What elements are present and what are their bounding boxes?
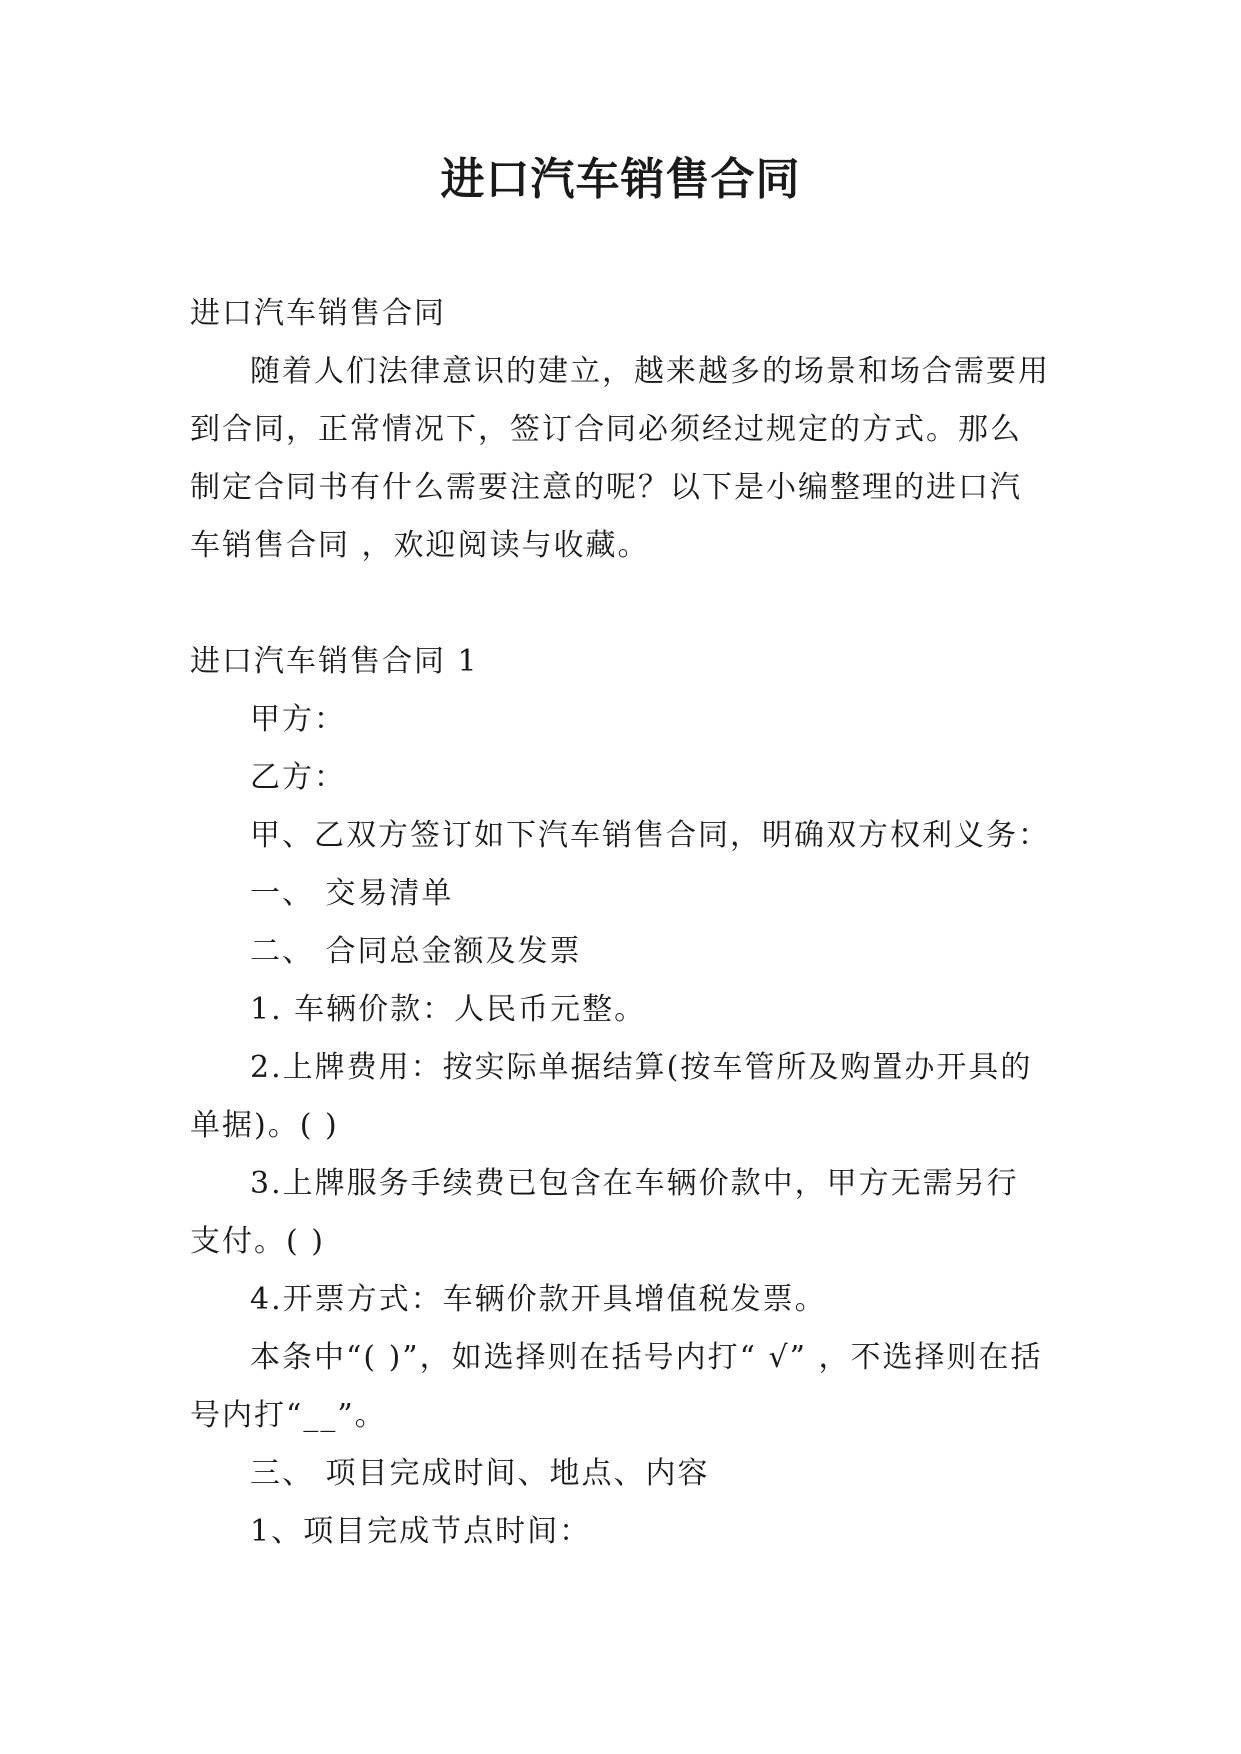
- clause-item: 2.上牌费用：按实际单据结算(按车管所及购置办开具的单据)。( ): [190, 1050, 1033, 1143]
- party-b-line: 乙方：: [250, 760, 346, 795]
- section-heading-3: 三、 项目完成时间、地点、内容: [250, 1456, 710, 1491]
- clause-item: 3.上牌服务手续费已包含在车辆价款中，甲方无需另行支付。( ): [190, 1166, 1019, 1259]
- clause-item: 1、项目完成节点时间：: [250, 1514, 592, 1549]
- agreement-statement: 甲、乙双方签订如下汽车销售合同，明确双方权利义务：: [250, 818, 1050, 853]
- contract-heading: 进口汽车销售合同 1: [190, 644, 479, 679]
- clause-note: 本条中“( )”，如选择则在括号内打“ √” ，不选择则在括号内打“__”。: [190, 1340, 1043, 1433]
- party-a-line: 甲方：: [250, 702, 346, 737]
- section-heading-1: 一、 交易清单: [250, 876, 454, 911]
- intro-paragraph: 随着人们法律意识的建立，越来越多的场景和场合需要用到合同，正常情况下，签订合同必须经过规定的方式。那么制定合同书有什么需要注意的呢？以下是小编整理的进口汽车销售合同 ，欢迎阅读与收藏。: [190, 354, 1050, 563]
- clause-item: 4.开票方式：车辆价款开具增值税发票。: [250, 1282, 827, 1317]
- document-title: 进口汽车销售合同: [440, 154, 801, 205]
- section-heading-2: 二、 合同总金额及发票: [250, 934, 582, 969]
- document-body: [190, 285, 1050, 1561]
- intro-heading: 进口汽车销售合同: [190, 296, 446, 331]
- clause-item: 1. 车辆价款：人民币元整。: [250, 992, 647, 1027]
